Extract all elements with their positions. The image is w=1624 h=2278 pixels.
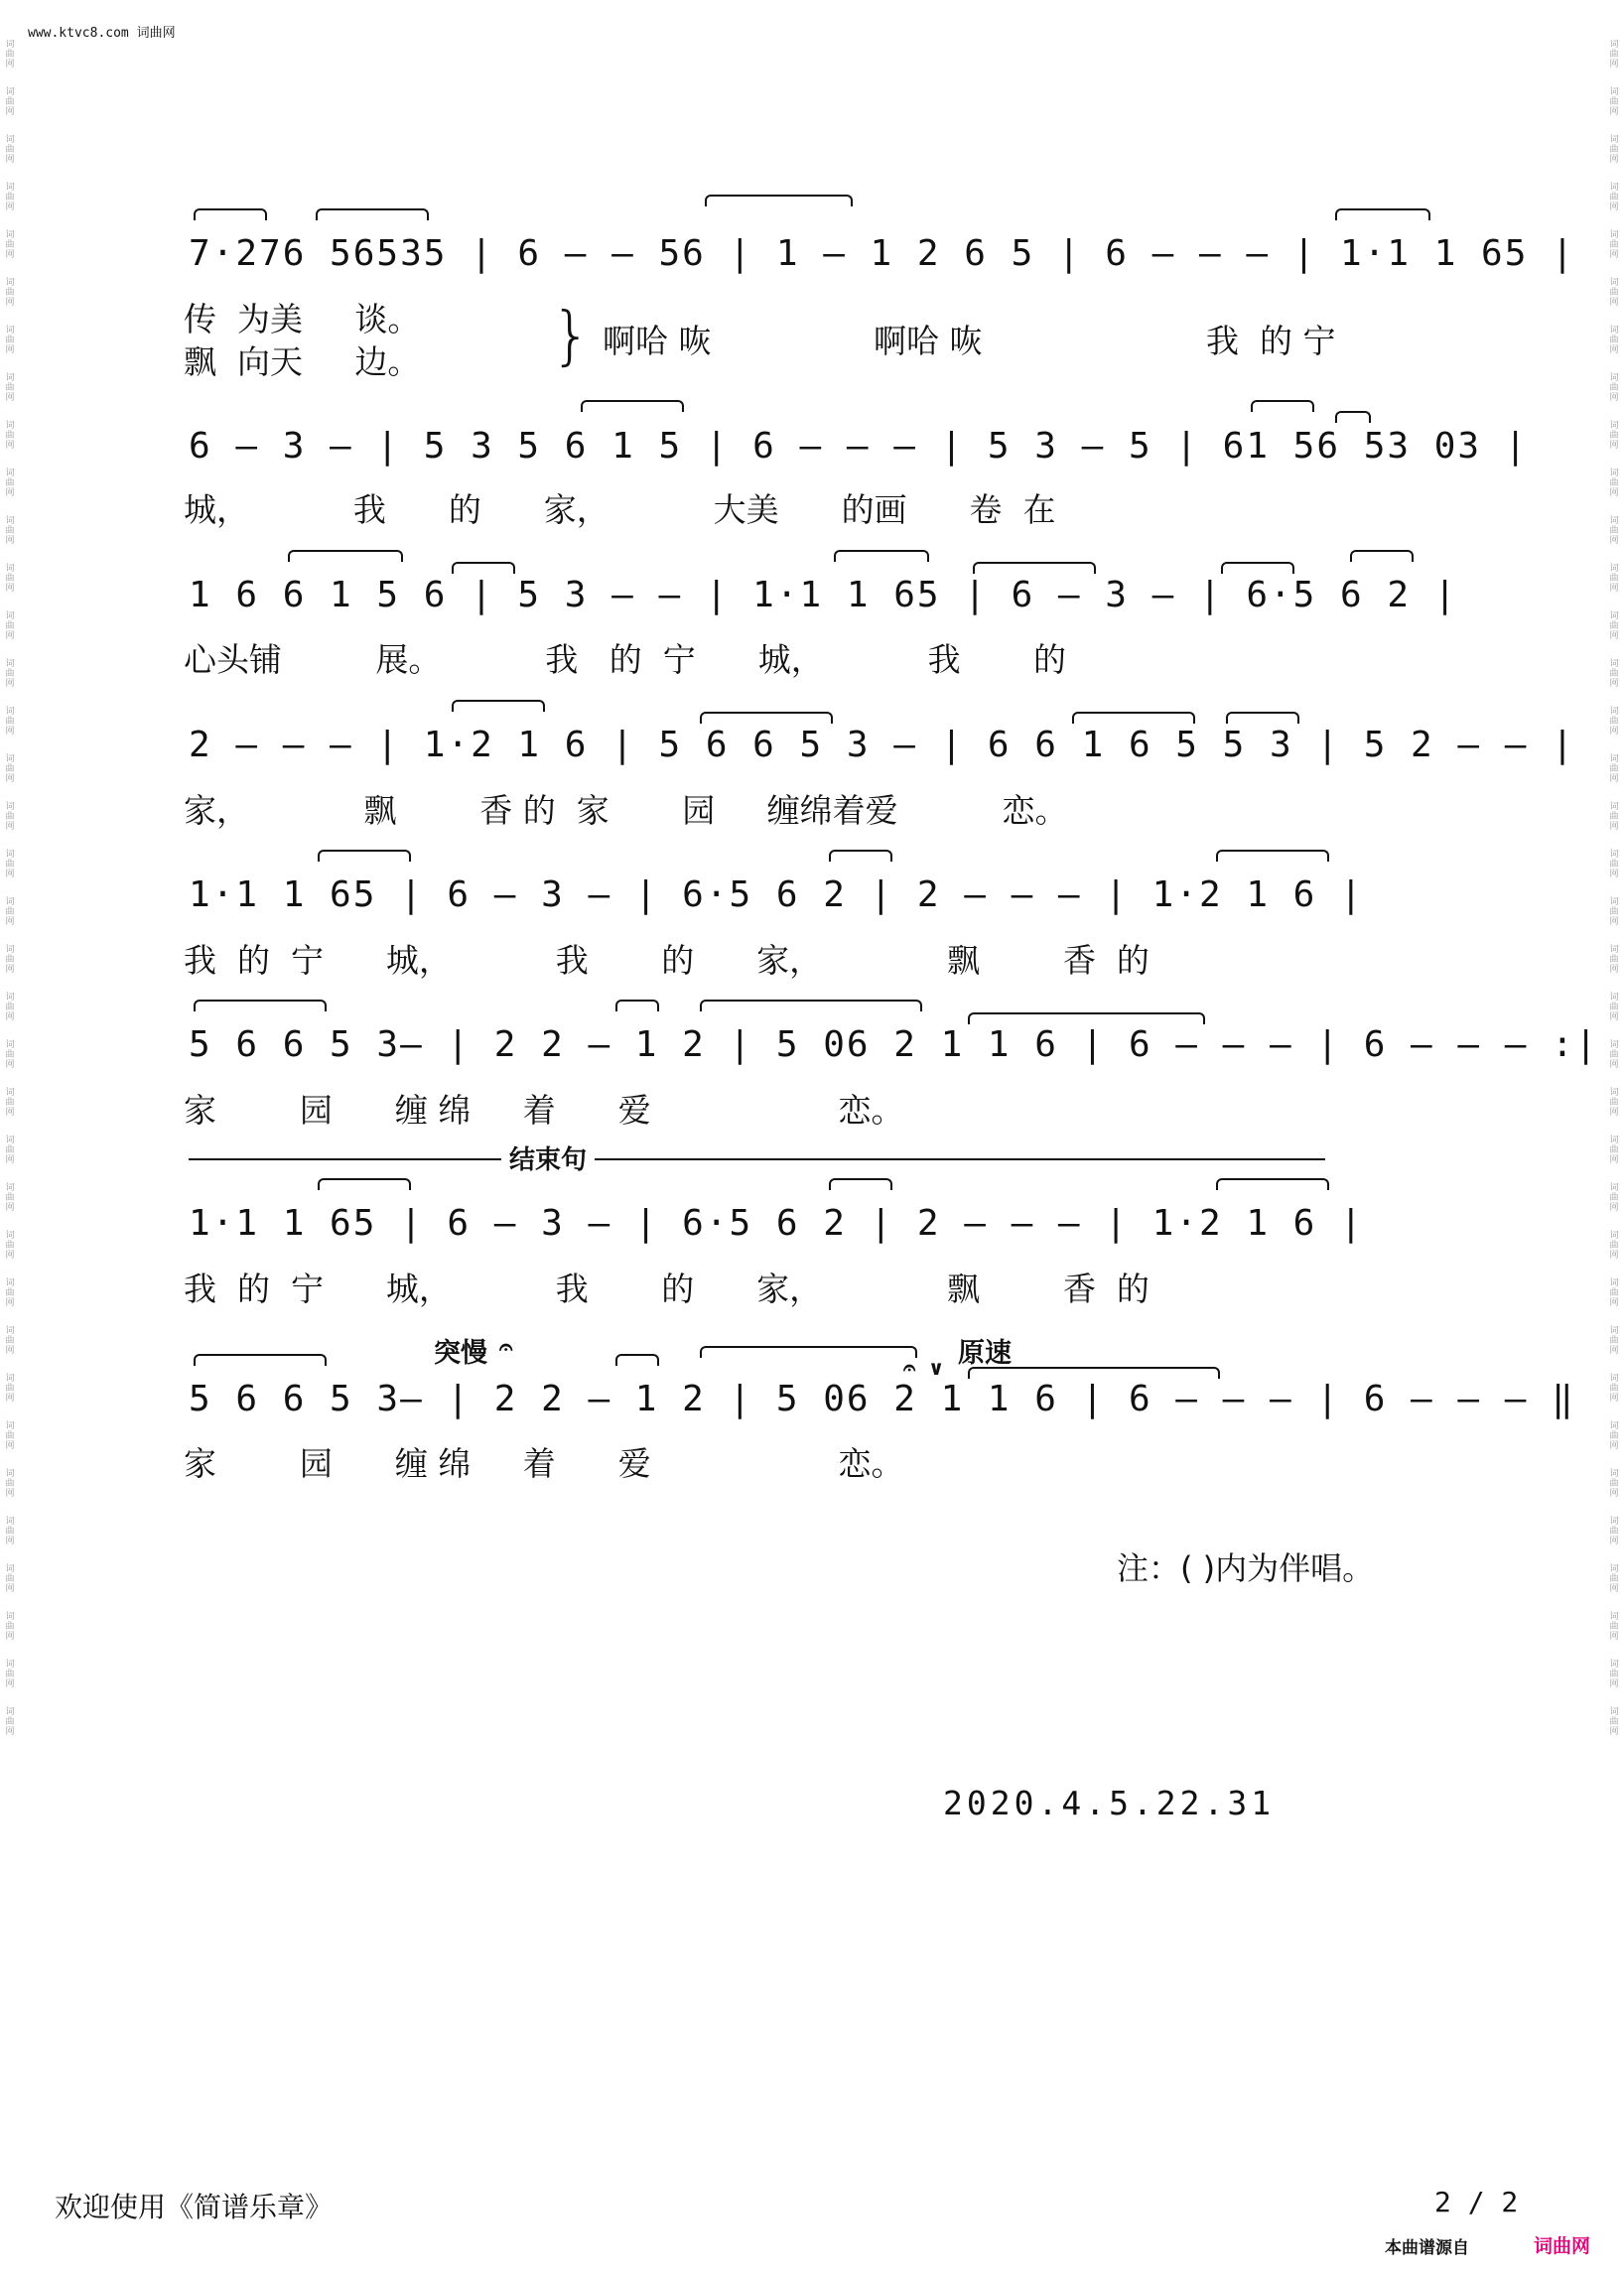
row-6-notes: 5 6 6 5 3— | 2 2 — 1 2 | 5 06 2 1 1 6 | 6 — — — | 6 — — — :| xyxy=(189,1024,1599,1065)
side-watermark-text: 词曲网 xyxy=(1609,1088,1619,1118)
slur xyxy=(973,562,1096,574)
side-watermark-text: 词曲网 xyxy=(5,1040,15,1070)
side-watermark-text: 词曲网 xyxy=(1609,1421,1619,1451)
breath-mark-icon: ∨ xyxy=(928,1356,945,1380)
side-watermark-text: 词曲网 xyxy=(5,278,15,308)
side-watermark-text: 词曲网 xyxy=(1609,850,1619,879)
brace-icon: } xyxy=(551,300,592,373)
side-watermark-text: 词曲网 xyxy=(5,326,15,355)
sudden-slow-mark: 突慢 xyxy=(434,1338,487,1369)
row-5-lyrics: 我 的 宁 城， 我 的 家， 飘 香 的 xyxy=(184,941,1150,980)
side-watermark-text: 词曲网 xyxy=(5,469,15,498)
side-watermark-text: 词曲网 xyxy=(1609,945,1619,975)
side-watermark-text: 词曲网 xyxy=(5,1088,15,1118)
slur xyxy=(1216,850,1329,862)
slur xyxy=(700,712,833,724)
side-watermark-text: 词曲网 xyxy=(5,1374,15,1404)
side-watermark-text: 词曲网 xyxy=(1609,1564,1619,1594)
side-watermark-text: 词曲网 xyxy=(5,421,15,451)
side-watermark-text: 词曲网 xyxy=(5,1517,15,1546)
slur xyxy=(1226,712,1299,724)
slur xyxy=(318,1178,411,1190)
staff-row-8 xyxy=(189,1370,1575,1429)
side-watermark-text: 词曲网 xyxy=(1609,1469,1619,1499)
side-watermark-text: 词曲网 xyxy=(1609,230,1619,260)
side-watermark-text: 词曲网 xyxy=(1609,611,1619,641)
side-watermark-text: 词曲网 xyxy=(5,1612,15,1642)
slur xyxy=(615,1354,659,1366)
side-watermark-text: 词曲网 xyxy=(5,1421,15,1451)
verse-lyric-line-2: 飘 向天 边。 xyxy=(184,342,421,381)
side-watermark-text: 词曲网 xyxy=(5,802,15,832)
side-watermark-text: 词曲网 xyxy=(1609,469,1619,498)
original-tempo-mark: 原速 xyxy=(958,1338,1012,1369)
side-watermark-text: 词曲网 xyxy=(1609,1278,1619,1308)
side-watermark-text: 词曲网 xyxy=(5,945,15,975)
side-watermark-text: 词曲网 xyxy=(1609,40,1619,69)
side-watermark-text: 词曲网 xyxy=(5,1660,15,1689)
accompaniment-note: 注：( )内为伴唱。 xyxy=(1117,1549,1375,1587)
slur xyxy=(1251,400,1314,412)
slur xyxy=(1216,1178,1329,1190)
slur xyxy=(829,1178,892,1190)
side-watermark-text: 词曲网 xyxy=(1609,421,1619,451)
date-stamp: 2020.4.5.22.31 xyxy=(943,1784,1276,1822)
row-6-lyrics: 家 园 缠 绵 着 爱 恋。 xyxy=(184,1091,904,1130)
section-divider xyxy=(189,1158,1325,1160)
side-watermark-text: 词曲网 xyxy=(1609,897,1619,927)
row-7-lyrics: 我 的 宁 城， 我 的 家， 飘 香 的 xyxy=(184,1270,1150,1308)
side-watermark-text: 词曲网 xyxy=(1609,135,1619,165)
row-1-notes: 7·276 56535 | 6 — — 56 | 1 — 1 2 6 5 | 6 — — — | 1·1 1 65 | xyxy=(189,233,1575,274)
slur xyxy=(452,562,515,574)
source-url: www.ktvc8.com 词曲网 xyxy=(28,26,176,41)
slur xyxy=(705,195,853,206)
slur xyxy=(318,850,411,862)
row-5-notes: 1·1 1 65 | 6 — 3 — | 6·5 6 2 | 2 — — — | 1·2 1 6 | xyxy=(189,874,1364,915)
side-watermark-text: 词曲网 xyxy=(5,516,15,546)
row-3-notes: 1 6 6 1 5 6 | 5 3 — — | 1·1 1 65 | 6 — 3 — | 6·5 6 2 | xyxy=(189,575,1458,615)
slur xyxy=(700,1000,922,1011)
side-watermark-text: 词曲网 xyxy=(1609,1707,1619,1737)
chorus-lyric-3: 我 的 宁 xyxy=(1206,322,1336,360)
side-watermark-text: 词曲网 xyxy=(5,1326,15,1356)
side-watermark-text: 词曲网 xyxy=(1609,1517,1619,1546)
side-watermark-text: 词曲网 xyxy=(1609,326,1619,355)
side-watermark-text: 词曲网 xyxy=(5,707,15,737)
staff-row-2 xyxy=(189,417,1529,476)
row-7-notes: 1·1 1 65 | 6 — 3 — | 6·5 6 2 | 2 — — — | 1·2 1 6 | xyxy=(189,1203,1364,1244)
row-4-lyrics: 家， 飘 香 的 家 园 缠绵着爱 恋。 xyxy=(184,791,1068,830)
slur xyxy=(700,1346,917,1358)
side-watermark-text: 词曲网 xyxy=(5,1183,15,1213)
slur xyxy=(288,550,403,562)
side-watermark-text: 词曲网 xyxy=(5,1136,15,1165)
row-8-lyrics: 家 园 缠 绵 着 爱 恋。 xyxy=(184,1444,904,1483)
side-watermark-text: 词曲网 xyxy=(5,659,15,689)
side-watermark-text: 词曲网 xyxy=(1609,1231,1619,1261)
fermata-icon: 𝄐 xyxy=(903,1356,916,1381)
side-watermark-right xyxy=(1606,40,1622,2238)
side-watermark-text: 词曲网 xyxy=(5,135,15,165)
side-watermark-text: 词曲网 xyxy=(1609,373,1619,403)
side-watermark-text: 词曲网 xyxy=(5,1231,15,1261)
side-watermark-left xyxy=(2,40,18,2238)
side-watermark-text: 词曲网 xyxy=(5,40,15,69)
row-3-lyrics: 心头铺 展。 我 的 宁 城， 我 的 xyxy=(184,640,1067,679)
side-watermark-text: 词曲网 xyxy=(1609,1374,1619,1404)
slur xyxy=(829,850,892,862)
side-watermark-text: 词曲网 xyxy=(1609,1326,1619,1356)
slur xyxy=(834,550,929,562)
slur xyxy=(194,1354,327,1366)
side-watermark-text: 词曲网 xyxy=(5,230,15,260)
row-2-lyrics: 城， 我 的 家， 大美 的画 卷 在 xyxy=(184,490,1056,529)
side-watermark-text: 词曲网 xyxy=(1609,1183,1619,1213)
side-watermark-text: 词曲网 xyxy=(1609,564,1619,594)
slur xyxy=(1335,208,1430,220)
slur xyxy=(968,1012,1205,1024)
side-watermark-text: 词曲网 xyxy=(1609,1660,1619,1689)
slur xyxy=(1350,550,1414,562)
side-watermark-text: 词曲网 xyxy=(5,1707,15,1737)
side-watermark-text: 词曲网 xyxy=(5,1564,15,1594)
slur xyxy=(968,1367,1220,1379)
page-number: 2 / 2 xyxy=(1434,2186,1519,2218)
footer-source: 本曲谱源自 xyxy=(1385,2238,1469,2258)
footer-welcome: 欢迎使用《简谱乐章》 xyxy=(55,2191,334,2223)
side-watermark-text: 词曲网 xyxy=(1609,516,1619,546)
staff-row-1 xyxy=(189,224,1575,284)
side-watermark-text: 词曲网 xyxy=(5,754,15,784)
slur xyxy=(1335,411,1371,423)
staff-row-3 xyxy=(189,566,1458,625)
slur xyxy=(194,1000,327,1011)
side-watermark-text: 词曲网 xyxy=(1609,993,1619,1022)
staff-row-7 xyxy=(189,1194,1449,1254)
side-watermark-text: 词曲网 xyxy=(1609,754,1619,784)
side-watermark-text: 词曲网 xyxy=(5,993,15,1022)
slur xyxy=(194,208,267,220)
staff-row-6 xyxy=(189,1015,1599,1075)
chorus-lyric-2: 啊哈 咴 xyxy=(874,322,983,360)
side-watermark-text: 词曲网 xyxy=(5,611,15,641)
staff-row-4 xyxy=(189,716,1575,775)
slur xyxy=(452,700,545,712)
side-watermark-text: 词曲网 xyxy=(5,373,15,403)
side-watermark-text: 词曲网 xyxy=(5,564,15,594)
side-watermark-text: 词曲网 xyxy=(1609,802,1619,832)
row-2-notes: 6 — 3 — | 5 3 5 6 1 5 | 6 — — — | 5 3 — 5 | 61 56 53 03 | xyxy=(189,426,1529,467)
side-watermark-text: 词曲网 xyxy=(1609,278,1619,308)
side-watermark-text: 词曲网 xyxy=(5,850,15,879)
footer-brand-link[interactable]: 词曲网 xyxy=(1534,2235,1591,2257)
side-watermark-text: 词曲网 xyxy=(1609,1612,1619,1642)
fermata-icon: 𝄐 xyxy=(499,1333,513,1361)
slur xyxy=(615,1000,659,1011)
slur xyxy=(581,400,684,412)
side-watermark-text: 词曲网 xyxy=(5,897,15,927)
side-watermark-text: 词曲网 xyxy=(5,1469,15,1499)
side-watermark-text: 词曲网 xyxy=(1609,659,1619,689)
chorus-lyric-1: 啊哈 咴 xyxy=(603,322,712,360)
side-watermark-text: 词曲网 xyxy=(1609,183,1619,212)
side-watermark-text: 词曲网 xyxy=(1609,1136,1619,1165)
slur xyxy=(1072,712,1195,724)
slur xyxy=(1221,562,1294,574)
side-watermark-text: 词曲网 xyxy=(5,87,15,117)
side-watermark-text: 词曲网 xyxy=(5,183,15,212)
side-watermark-text: 词曲网 xyxy=(1609,707,1619,737)
side-watermark-text: 词曲网 xyxy=(5,1278,15,1308)
slur xyxy=(316,208,429,220)
row-4-notes: 2 — — — | 1·2 1 6 | 5 6 6 5 3 — | 6 6 1 6 5 5 3 | 5 2 — — | xyxy=(189,725,1575,765)
verse-lyric-line-1: 传 为美 谈。 xyxy=(184,300,421,338)
staff-row-5 xyxy=(189,866,1449,925)
side-watermark-text: 词曲网 xyxy=(1609,87,1619,117)
row-8-notes: 5 6 6 5 3— | 2 2 — 1 2 | 5 06 2 1 1 6 | 6 — — — | 6 — — — ‖ xyxy=(189,1379,1575,1419)
ending-section-label: 结束句 xyxy=(501,1139,595,1176)
side-watermark-text: 词曲网 xyxy=(1609,1040,1619,1070)
